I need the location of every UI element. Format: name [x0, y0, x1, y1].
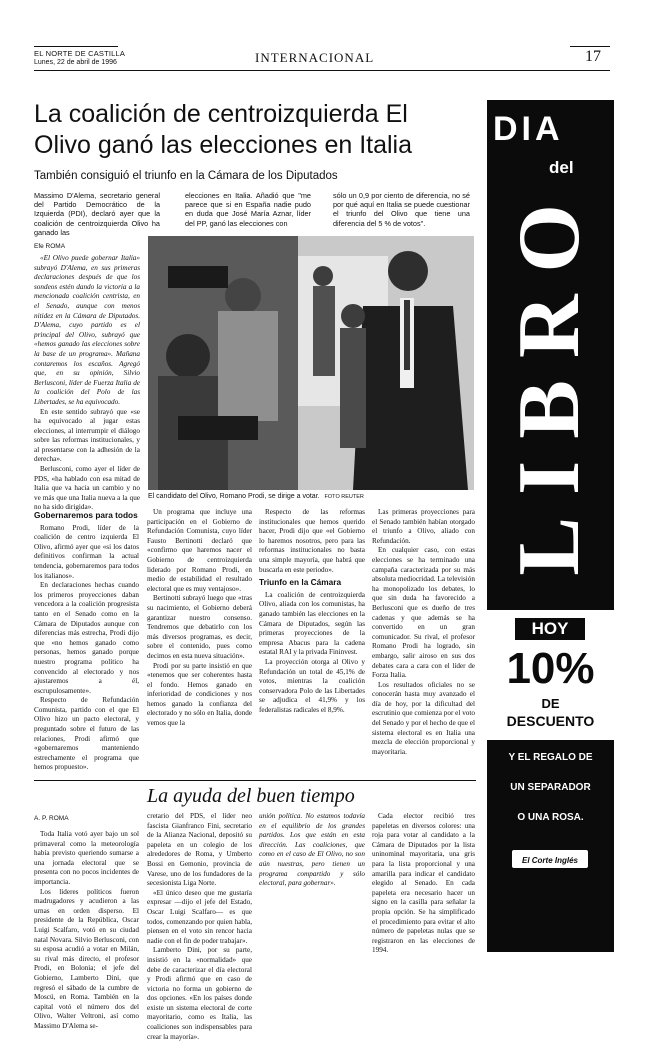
left-paragraph: Berlusconi, como ayer el líder de PDS, «ha hablado con esa mitad de Italia que va hacia un cambio y no ve más que una Italia nueva a la que no ha sido dirigida». [34, 465, 140, 512]
body-paragraph: Prodi por su parte insistió en que «tenemos que ser coherentes hasta el fondo. Hemos ganado en inferioridad de condiciones y nos hemos ganado la confianza del electorado y no sólo en Italia, donde vemos que la [147, 661, 252, 728]
ad-percent: 10% [506, 644, 595, 693]
body-paragraph: Las primeras proyecciones para el Senado también habían otorgado el triunfo a Olivo, aliado con Refundación. [372, 508, 475, 545]
subhead-gobernaremos: Gobernaremos para todos [34, 510, 138, 520]
news-photo [148, 236, 474, 490]
dateline: Efe ROMA [34, 243, 66, 250]
article2-byline: A. P. ROMA [34, 815, 69, 822]
body-paragraph: Los resultados oficiales no se conocerán hasta muy avanzado el día de hoy, por la dificultad del escrutinio que comienza por el voto del Senado y por el hecho de que el sistema electoral es en Italia una mezcla de elección proporcional y mayoritaria. [372, 680, 475, 756]
body-paragraph: Romano Prodi, líder de la coalición de centro izquierda El Olivo, afirmó ayer que «si los datos definitivos confirman la actual tendencia, gobernaremos para todos los italianos». [34, 523, 139, 580]
body-paragraph: La proyección otorga al Olivo y Refundación un total de 45,1% de votos, mientras la coalición conservadora Polo de las Libertades se adjudica el 41,9% y los federalistas radicales el 8,9%. [259, 657, 365, 714]
article2-column-3 [259, 812, 365, 948]
body-paragraph: «El único deseo que me gustaría expresar —dijo el jefe del Estado, Oscar Luigi Scalfaro— es que todos, comenzando por quien habla, piensen en el voto sin rencor hacia nadie con el fin de poder trabajar». [147, 888, 252, 945]
ad-de: DE [541, 696, 560, 711]
lead-col-1: Massimo D'Alema, secretario general del Partido Democrático de la Izquierda (PDI), declaró ayer que la coalición de centroizquierda Olivo ha ganado las [34, 191, 160, 237]
body-paragraph: En cualquier caso, con estas elecciones se ha terminado una campaña caracterizada por su más absoluta mediocridad. La televisión ha monopolizado los debates, lo que sin duda ha favorecido a Berlusconi que es dueño de tres cadenas y que además se ha convertido en un gran comunicador. Su rival, el profesor Romano Prodi ha logrado, sin embargo, salir airoso en sus dos debates cara a cara con el líder de Forza Italia. [372, 546, 475, 680]
article2-headline: La ayuda del buen tiempo [147, 785, 355, 807]
ad-descuento: DESCUENTO [506, 713, 595, 729]
body-paragraph: Cada elector recibió tres papeletas en diversos colores: una roja para votar al candidato a la Cámara de Diputados por la lista uninominal mayoritaria, una gris para la lista proporcional y una amarilla para indicar el candidato elegido al Senado. En cada papeleta era necesario hacer un signo en la casilla para señalar la propia opción. Se ha simplificado el procedimiento para evitar el alto número de papeletas nulas que se registraron en las elecciones de 1994. [372, 812, 475, 955]
ad-hoy-badge [515, 618, 585, 640]
newspaper-name: EL NORTE DE CASTILLA [34, 49, 126, 58]
ad-hoy: HOY [531, 619, 569, 638]
body-paragraph: Respecto de las reformas institucionales que hemos querido hacer, Prodi dijo que «el Gobierno lo haremos nosotros, pero para las reformas institucionales no basta una simple mayoría, que habrá que buscarla en este periodo». [259, 508, 365, 574]
body-paragraph: Bertinotti subrayó luego que «tras su nacimiento, el Gobierno deberá garantizar nuestro consenso. Tendremos que debatirlo con los más diversos programas, es decir, sobre el contenido, pues como decimos en esta nueva situación». [147, 594, 252, 660]
lead-col-3: sólo un 0,9 por ciento de diferencia, no sé por qué aquí en Italia se puede cuestionar el triunfo del Olivo que tiene una diferencia del 5 % de votos". [333, 191, 470, 228]
subhead-triunfo: Triunfo en la Cámara [259, 577, 342, 588]
body-paragraph: Respecto de Refundación Comunista, partido con el que El Olivo hizo un pacto electoral, y preguntado sobre el futuro de las relaciones, Prodi afirmó que «gobernaremos manteniendo estrechamente el programa que hemos propuesto». [34, 696, 139, 772]
issue-date: Lunes, 22 de abril de 1996 [34, 59, 117, 66]
body-paragraph: En declaraciones hechas cuando los primeros proyecciones daban vencedora a la coalición progresista tanto en el Senado como en la Cámara de Diputados aunque con diferencias más estrecha, Prodi dijo que «no hemos ganado como personas, hemos ganado porque nuestro programa político ha convencido al electorado y nos ajustaremos a él, escrupulosamente». [34, 581, 139, 695]
photo-credit: FOTO REUTER [324, 494, 364, 500]
article2-column-4 [372, 812, 475, 955]
body-paragraph: Los líderes políticos fueron madrugadores y acudieron a las urnas en orden disperso. El presidente de la República, Oscar Luigi Scalfaro, votó en su ciudad natal Novara. Silvio Berlusconi, con su esposa acudió a votar en Milán, su rival más directo, el profesor Prodi, en Bolonia; el jefe del Gobierno, Lamberto Dini, que regresó el sábado de la cumbre de Moscú, en Roma. También en la capital votó el número dos del Olivo, Walter Veltroni, así como Massimo D'Alema se- [34, 887, 139, 1030]
body-paragraph: Un programa que incluye una participación en el Gobierno de Refundación Comunista, cuyo líder Fausto Bertinotti declaró que «confirmo que haremos nacer el Gobierno de centroizquierda liderado por Romano Prodi, en medio de estabilidad el resultado electoral que es muy ventajoso». [147, 508, 252, 593]
ad-regalo-1: Y EL REGALO DE [508, 752, 593, 763]
section-title: INTERNACIONAL [255, 50, 375, 65]
subheadline: También consiguió el triunfo en la Cámara de los Diputados [34, 170, 338, 182]
photo-caption-text: El candidato del Olivo, Romano Prodi, se dirige a votar. [148, 493, 320, 500]
body-paragraph: unión política. No estamos todavía en el equilibrio de los grandes partidos. Los que están en esta dirección. Las coaliciones, que como en el caso de El Olivo, no son aún nuestras, pero tienen un programa compartido y sólo electoral, para gobernar». [259, 812, 365, 888]
ad-del: del [549, 158, 574, 177]
ad-brand-logo [512, 850, 588, 868]
photo-caption [148, 493, 364, 500]
body-column-1 [34, 508, 139, 778]
body-paragraph: Lamberto Dini, por su parte, insistió en la «normalidad» que debe de caracterizar el día electoral y Prodi afirmó que en caso de victoria no forma un gobierno de dos opciones. «En los países donde existe un sistema electoral de corte mayoritario, como es Italia, las coaliciones son indispensables para crear la mayoría». [147, 946, 252, 1041]
ad-dia: DIA [493, 110, 564, 148]
left-paragraph: «El Olivo puede gobernar Italia» subrayó D'Alema, en sus primeras declaraciones después de que los sondeos estén dando la victoria a la mencionada coalición centrista, en el Senado, aunque con menos nitidez en la Cámara de Diputados. D'Alema, cuyo partido es el principal del Olivo, subrayó que «hemos ganado las elecciones sobre la base de un programa». Mañana contaremos los escaños. Agregó que, en su opinión, Silvio Berlusconi, líder de Fuerza Italia de la coalición del Polo de las Libertades, se ha equivocado. [34, 254, 140, 406]
ad-regalo-3: O UNA ROSA. [517, 812, 584, 823]
ad-libro: LIBRO [501, 182, 598, 576]
page-number: 17 [585, 48, 601, 65]
body-column-3 [259, 508, 365, 778]
body-column-4 [372, 508, 475, 778]
headline-line-1: La coalición de centroizquierda El [34, 100, 408, 128]
article2-column-1 [34, 830, 139, 1030]
left-column [34, 254, 140, 512]
header-rule-left [34, 46, 118, 47]
body-paragraph: La coalición de centroizquierda Olivo, aliada con los comunistas, ha ganado también las elecciones en la Cámara de Diputados, según las primeras proyecciones de la empresa Abacus para la cadena estatal RAI y la privada Fininvest. [259, 590, 365, 657]
photo-illustration [148, 236, 474, 490]
ad-brand-name: El Corte Inglés [521, 856, 578, 865]
left-paragraph: En este sentido subrayó que «se ha equivocado al jugar estas elecciones, al interrumpir el diálogo sobre las reformas institucionales, y al presentarse con la adhesión de la derecha». [34, 407, 140, 464]
headline-line-2: Olivo ganó las elecciones en Italia [34, 131, 413, 159]
article2-column-2 [147, 812, 252, 1041]
header-rule-bottom [34, 70, 610, 71]
book-day-ad [487, 100, 614, 952]
ad-regalo-2: UN SEPARADOR [510, 782, 591, 793]
article2-rule [34, 780, 476, 781]
body-paragraph: Toda Italia votó ayer bajo un sol primaveral como la meteorología había previsto queriendo sumarse a una jornada electoral que se presenta con no pocos incidentes de importancia. [34, 830, 139, 886]
lead-col-2: elecciones en Italia. Añadió que "me parece que si en España nadie pudo en duda que José María Aznar, líder del PP, ganó las elecciones con [185, 191, 311, 228]
body-paragraph: cretario del PDS, el líder neo fascista Gianfranco Fini, secretario de la Alianza Nacional, depositó su papeleta en un colegio de los alrededores de Roma, y Umberto Bossi en Gemonio, provincia de Varese, uno de los fundadores de la secesionista Liga Norte. [147, 812, 252, 888]
body-column-2 [147, 508, 252, 778]
header-rule-right [570, 46, 610, 47]
